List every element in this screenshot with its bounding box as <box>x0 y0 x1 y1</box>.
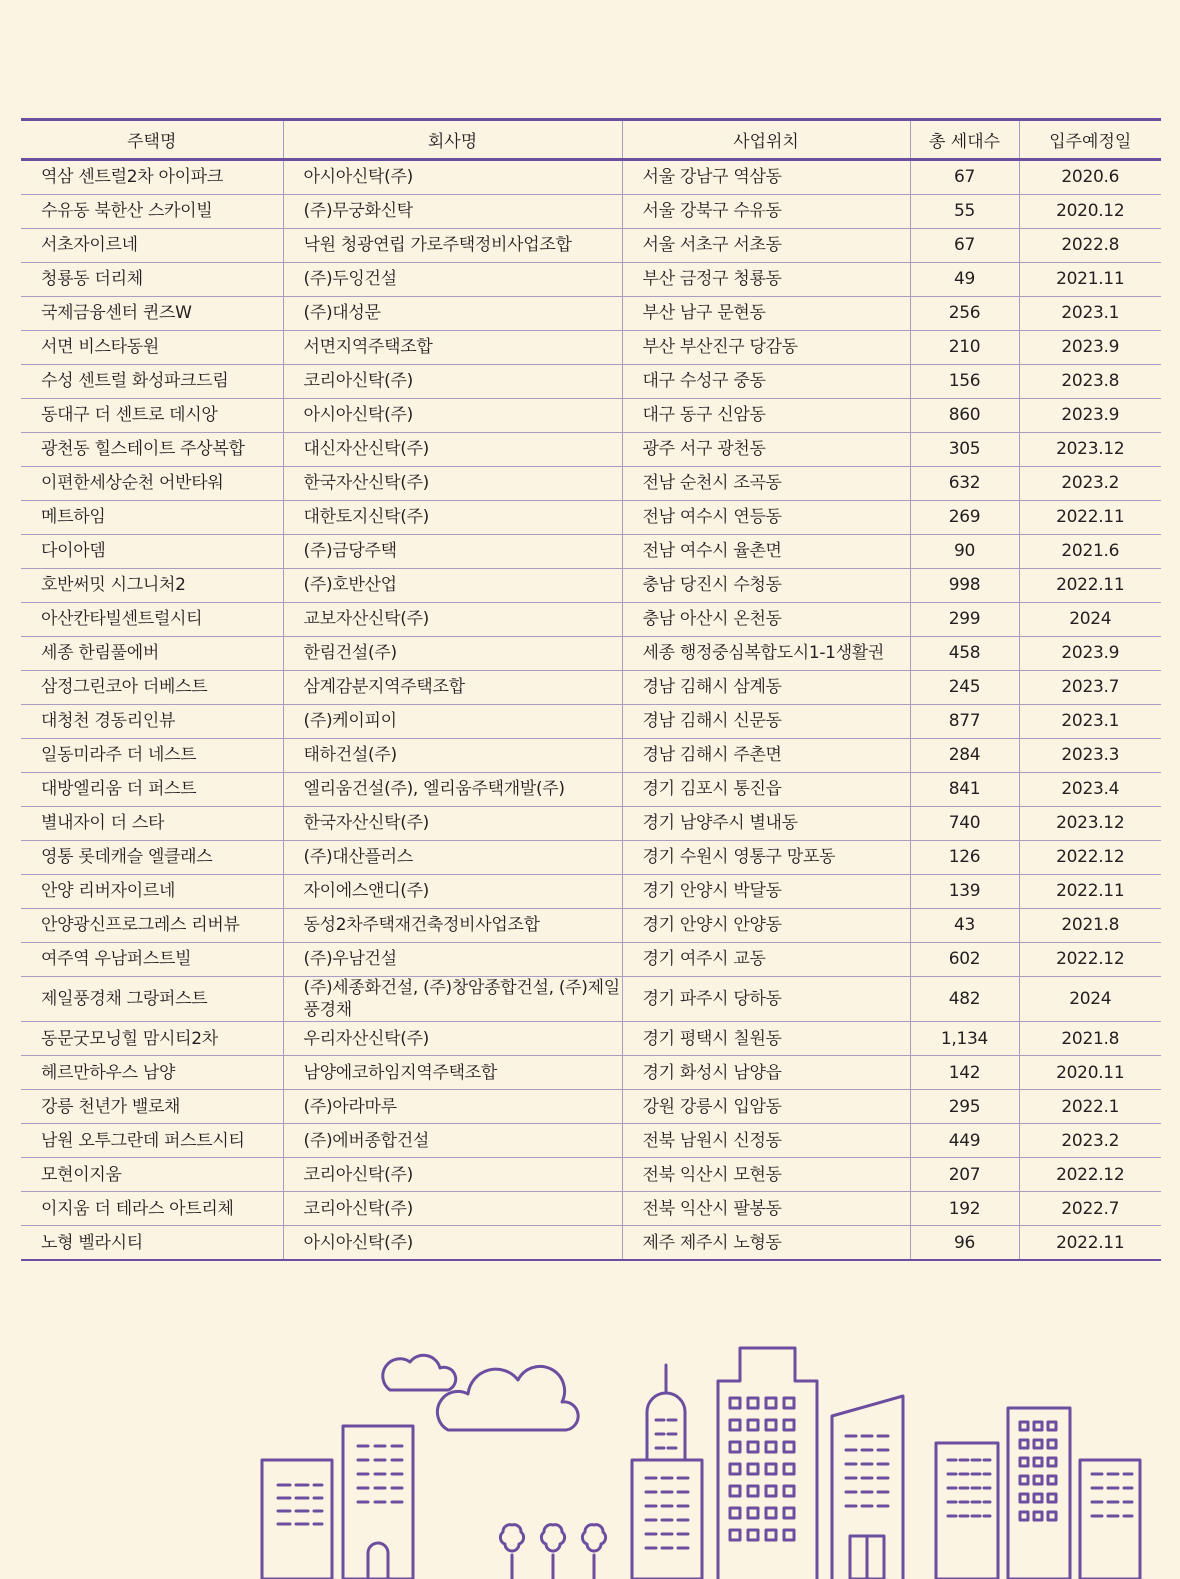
total-units-cell: 632 <box>910 467 1019 501</box>
location-cell: 충남 당진시 수청동 <box>622 569 910 603</box>
tree-icon <box>500 1525 523 1579</box>
company-cell: 엘리움건설(주), 엘리움주택개발(주) <box>283 773 622 807</box>
company-cell: 대한토지신탁(주) <box>283 501 622 535</box>
company-cell: 태하건설(주) <box>283 739 622 773</box>
housing-name-cell: 역삼 센트럴2차 아이파크 <box>21 160 283 195</box>
total-units-cell: 126 <box>910 841 1019 875</box>
housing-name-cell: 메트하임 <box>21 501 283 535</box>
total-units-cell: 1,134 <box>910 1022 1019 1056</box>
location-cell: 전남 순천시 조곡동 <box>622 467 910 501</box>
location-cell: 경기 수원시 영통구 망포동 <box>622 841 910 875</box>
move-in-date-cell: 2022.8 <box>1019 229 1161 263</box>
table-row <box>21 739 1161 773</box>
move-in-date-cell: 2022.12 <box>1019 943 1161 977</box>
company-cell: 코리아신탁(주) <box>283 1192 622 1226</box>
location-cell: 경기 안양시 박달동 <box>622 875 910 909</box>
company-cell: (주)세종화건설, (주)창암종합건설, (주)제일풍경채 <box>283 977 622 1022</box>
move-in-date-cell: 2023.2 <box>1019 1124 1161 1158</box>
company-cell: 코리아신탁(주) <box>283 365 622 399</box>
table-row <box>21 1056 1161 1090</box>
housing-name-cell: 일동미라주 더 네스트 <box>21 739 283 773</box>
housing-name-cell: 국제금융센터 퀸즈W <box>21 297 283 331</box>
move-in-date-cell: 2020.11 <box>1019 1056 1161 1090</box>
total-units-cell: 49 <box>910 263 1019 297</box>
cloud-icon <box>437 1366 578 1430</box>
company-cell: (주)아라마루 <box>283 1090 622 1124</box>
move-in-date-cell: 2022.1 <box>1019 1090 1161 1124</box>
move-in-date-cell: 2023.9 <box>1019 399 1161 433</box>
housing-name-cell: 이편한세상순천 어반타워 <box>21 467 283 501</box>
company-cell: 아시아신탁(주) <box>283 399 622 433</box>
highrise-icon <box>718 1348 817 1579</box>
table-row <box>21 263 1161 297</box>
total-units-cell: 142 <box>910 1056 1019 1090</box>
company-cell: (주)케이피이 <box>283 705 622 739</box>
housing-name-cell: 수성 센트럴 화성파크드림 <box>21 365 283 399</box>
housing-name-cell: 헤르만하우스 남양 <box>21 1056 283 1090</box>
total-units-cell: 192 <box>910 1192 1019 1226</box>
table-row <box>21 535 1161 569</box>
table-row <box>21 705 1161 739</box>
move-in-date-cell: 2024 <box>1019 603 1161 637</box>
table-row <box>21 603 1161 637</box>
company-cell: 한림건설(주) <box>283 637 622 671</box>
total-units-cell: 269 <box>910 501 1019 535</box>
housing-name-cell: 서초자이르네 <box>21 229 283 263</box>
location-cell: 대구 수성구 중동 <box>622 365 910 399</box>
total-units-cell: 210 <box>910 331 1019 365</box>
total-units-cell: 841 <box>910 773 1019 807</box>
location-cell: 제주 제주시 노형동 <box>622 1226 910 1261</box>
housing-name-cell: 모현이지움 <box>21 1158 283 1192</box>
move-in-date-cell: 2020.12 <box>1019 195 1161 229</box>
housing-name-cell: 수유동 북한산 스카이빌 <box>21 195 283 229</box>
table-row <box>21 671 1161 705</box>
total-units-cell: 55 <box>910 195 1019 229</box>
housing-name-cell: 안양광신프로그레스 리버뷰 <box>21 909 283 943</box>
housing-name-cell: 안양 리버자이르네 <box>21 875 283 909</box>
housing-name-cell: 서면 비스타동원 <box>21 331 283 365</box>
housing-name-cell: 강릉 천년가 밸로채 <box>21 1090 283 1124</box>
total-units-cell: 877 <box>910 705 1019 739</box>
tree-icon <box>582 1525 605 1579</box>
move-in-date-cell: 2022.11 <box>1019 501 1161 535</box>
header-company: 회사명 <box>283 120 622 160</box>
location-cell: 세종 행정중심복합도시1-1생활권 <box>622 637 910 671</box>
location-cell: 서울 서초구 서초동 <box>622 229 910 263</box>
table-row <box>21 399 1161 433</box>
location-cell: 전남 여수시 율촌면 <box>622 535 910 569</box>
table-row <box>21 1124 1161 1158</box>
total-units-cell: 740 <box>910 807 1019 841</box>
housing-name-cell: 광천동 힐스테이트 주상복합 <box>21 433 283 467</box>
move-in-date-cell: 2022.12 <box>1019 1158 1161 1192</box>
total-units-cell: 602 <box>910 943 1019 977</box>
total-units-cell: 245 <box>910 671 1019 705</box>
move-in-date-cell: 2023.12 <box>1019 807 1161 841</box>
location-cell: 전북 남원시 신정동 <box>622 1124 910 1158</box>
total-units-cell: 299 <box>910 603 1019 637</box>
housing-name-cell: 아산칸타빌센트럴시티 <box>21 603 283 637</box>
housing-name-cell: 세종 한림풀에버 <box>21 637 283 671</box>
building-icon <box>936 1443 998 1579</box>
move-in-date-cell: 2023.1 <box>1019 705 1161 739</box>
company-cell: (주)무궁화신탁 <box>283 195 622 229</box>
total-units-cell: 295 <box>910 1090 1019 1124</box>
housing-name-cell: 대청천 경동리인뷰 <box>21 705 283 739</box>
location-cell: 경기 여주시 교동 <box>622 943 910 977</box>
company-cell: (주)대성문 <box>283 297 622 331</box>
move-in-date-cell: 2023.9 <box>1019 637 1161 671</box>
company-cell: 교보자산신탁(주) <box>283 603 622 637</box>
company-cell: 아시아신탁(주) <box>283 160 622 195</box>
table-row <box>21 1226 1161 1261</box>
company-cell: 자이에스앤디(주) <box>283 875 622 909</box>
tree-icon <box>541 1525 564 1579</box>
company-cell: 서면지역주택조합 <box>283 331 622 365</box>
housing-name-cell: 호반써밋 시그니처2 <box>21 569 283 603</box>
move-in-date-cell: 2021.8 <box>1019 909 1161 943</box>
total-units-cell: 458 <box>910 637 1019 671</box>
building-icon <box>1080 1460 1140 1579</box>
header-housing-name: 주택명 <box>21 120 283 160</box>
location-cell: 서울 강북구 수유동 <box>622 195 910 229</box>
total-units-cell: 90 <box>910 535 1019 569</box>
housing-name-cell: 여주역 우남퍼스트빌 <box>21 943 283 977</box>
table-row <box>21 875 1161 909</box>
move-in-date-cell: 2023.2 <box>1019 467 1161 501</box>
city-skyline-illustration <box>0 1300 1180 1579</box>
move-in-date-cell: 2023.8 <box>1019 365 1161 399</box>
table-row <box>21 501 1161 535</box>
location-cell: 경기 김포시 통진읍 <box>622 773 910 807</box>
company-cell: 아시아신탁(주) <box>283 1226 622 1261</box>
housing-name-cell: 이지움 더 테라스 아트리체 <box>21 1192 283 1226</box>
table-row <box>21 160 1161 195</box>
location-cell: 경남 김해시 삼계동 <box>622 671 910 705</box>
company-cell: 한국자산신탁(주) <box>283 807 622 841</box>
total-units-cell: 67 <box>910 160 1019 195</box>
housing-name-cell: 다이아뎀 <box>21 535 283 569</box>
move-in-date-cell: 2022.11 <box>1019 569 1161 603</box>
housing-table-container <box>21 118 1161 1261</box>
total-units-cell: 156 <box>910 365 1019 399</box>
move-in-date-cell: 2024 <box>1019 977 1161 1022</box>
table-header-row <box>21 120 1161 160</box>
total-units-cell: 305 <box>910 433 1019 467</box>
table-row <box>21 229 1161 263</box>
housing-name-cell: 동문굿모닝힐 맘시티2차 <box>21 1022 283 1056</box>
company-cell: 남양에코하임지역주택조합 <box>283 1056 622 1090</box>
location-cell: 경기 남양주시 별내동 <box>622 807 910 841</box>
total-units-cell: 860 <box>910 399 1019 433</box>
table-row <box>21 637 1161 671</box>
move-in-date-cell: 2021.8 <box>1019 1022 1161 1056</box>
location-cell: 경기 파주시 당하동 <box>622 977 910 1022</box>
move-in-date-cell: 2023.3 <box>1019 739 1161 773</box>
table-row <box>21 841 1161 875</box>
move-in-date-cell: 2020.6 <box>1019 160 1161 195</box>
location-cell: 대구 동구 신암동 <box>622 399 910 433</box>
location-cell: 부산 금정구 청룡동 <box>622 263 910 297</box>
housing-name-cell: 남원 오투그란데 퍼스트시티 <box>21 1124 283 1158</box>
cloud-icon <box>383 1355 456 1390</box>
total-units-cell: 207 <box>910 1158 1019 1192</box>
table-row <box>21 977 1161 1022</box>
table-row <box>21 297 1161 331</box>
housing-name-cell: 삼정그린코아 더베스트 <box>21 671 283 705</box>
header-location: 사업위치 <box>622 120 910 160</box>
table-row <box>21 1090 1161 1124</box>
table-row <box>21 365 1161 399</box>
company-cell: (주)금당주택 <box>283 535 622 569</box>
table-row <box>21 569 1161 603</box>
company-cell: 한국자산신탁(주) <box>283 467 622 501</box>
company-cell: 대신자산신탁(주) <box>283 433 622 467</box>
move-in-date-cell: 2021.6 <box>1019 535 1161 569</box>
move-in-date-cell: 2023.7 <box>1019 671 1161 705</box>
total-units-cell: 43 <box>910 909 1019 943</box>
housing-table <box>21 118 1161 1261</box>
location-cell: 충남 아산시 온천동 <box>622 603 910 637</box>
header-total-units: 총 세대수 <box>910 120 1019 160</box>
company-cell: (주)대산플러스 <box>283 841 622 875</box>
table-row <box>21 195 1161 229</box>
table-row <box>21 807 1161 841</box>
total-units-cell: 482 <box>910 977 1019 1022</box>
company-cell: (주)우남건설 <box>283 943 622 977</box>
company-cell: (주)에버종합건설 <box>283 1124 622 1158</box>
location-cell: 전북 익산시 모현동 <box>622 1158 910 1192</box>
company-cell: 동성2차주택재건축정비사업조합 <box>283 909 622 943</box>
move-in-date-cell: 2023.12 <box>1019 433 1161 467</box>
location-cell: 서울 강남구 역삼동 <box>622 160 910 195</box>
location-cell: 부산 남구 문현동 <box>622 297 910 331</box>
housing-name-cell: 제일풍경채 그랑퍼스트 <box>21 977 283 1022</box>
company-cell: (주)호반산업 <box>283 569 622 603</box>
move-in-date-cell: 2022.7 <box>1019 1192 1161 1226</box>
building-icon <box>262 1460 332 1579</box>
move-in-date-cell: 2021.11 <box>1019 263 1161 297</box>
table-row <box>21 943 1161 977</box>
table-row <box>21 331 1161 365</box>
housing-name-cell: 별내자이 더 스타 <box>21 807 283 841</box>
location-cell: 전북 익산시 팔봉동 <box>622 1192 910 1226</box>
location-cell: 경남 김해시 신문동 <box>622 705 910 739</box>
location-cell: 경남 김해시 주촌면 <box>622 739 910 773</box>
total-units-cell: 139 <box>910 875 1019 909</box>
move-in-date-cell: 2023.4 <box>1019 773 1161 807</box>
location-cell: 부산 부산진구 당감동 <box>622 331 910 365</box>
housing-name-cell: 동대구 더 센트로 데시앙 <box>21 399 283 433</box>
company-cell: (주)두잉건설 <box>283 263 622 297</box>
location-cell: 경기 안양시 안양동 <box>622 909 910 943</box>
table-row <box>21 1022 1161 1056</box>
table-row <box>21 1192 1161 1226</box>
table-body <box>21 160 1161 1261</box>
location-cell: 광주 서구 광천동 <box>622 433 910 467</box>
move-in-date-cell: 2022.12 <box>1019 841 1161 875</box>
move-in-date-cell: 2023.1 <box>1019 297 1161 331</box>
total-units-cell: 96 <box>910 1226 1019 1261</box>
move-in-date-cell: 2023.9 <box>1019 331 1161 365</box>
company-cell: 삼계감분지역주택조합 <box>283 671 622 705</box>
location-cell: 강원 강릉시 입암동 <box>622 1090 910 1124</box>
housing-name-cell: 영통 롯데캐슬 엘클래스 <box>21 841 283 875</box>
tower-icon <box>632 1365 702 1579</box>
slanted-building-icon <box>832 1396 903 1579</box>
table-row <box>21 433 1161 467</box>
company-cell: 코리아신탁(주) <box>283 1158 622 1192</box>
header-move-in-date: 입주예정일 <box>1019 120 1161 160</box>
total-units-cell: 67 <box>910 229 1019 263</box>
table-row <box>21 909 1161 943</box>
total-units-cell: 284 <box>910 739 1019 773</box>
total-units-cell: 998 <box>910 569 1019 603</box>
table-row <box>21 467 1161 501</box>
company-cell: 우리자산신탁(주) <box>283 1022 622 1056</box>
location-cell: 경기 평택시 칠원동 <box>622 1022 910 1056</box>
building-icon <box>343 1426 413 1579</box>
housing-name-cell: 노형 벨라시티 <box>21 1226 283 1261</box>
move-in-date-cell: 2022.11 <box>1019 1226 1161 1261</box>
company-cell: 낙원 청광연립 가로주택정비사업조합 <box>283 229 622 263</box>
building-icon <box>1008 1408 1070 1579</box>
table-row <box>21 773 1161 807</box>
table-row <box>21 1158 1161 1192</box>
move-in-date-cell: 2022.11 <box>1019 875 1161 909</box>
total-units-cell: 256 <box>910 297 1019 331</box>
total-units-cell: 449 <box>910 1124 1019 1158</box>
housing-name-cell: 대방엘리움 더 퍼스트 <box>21 773 283 807</box>
housing-name-cell: 청룡동 더리체 <box>21 263 283 297</box>
location-cell: 전남 여수시 연등동 <box>622 501 910 535</box>
location-cell: 경기 화성시 남양읍 <box>622 1056 910 1090</box>
